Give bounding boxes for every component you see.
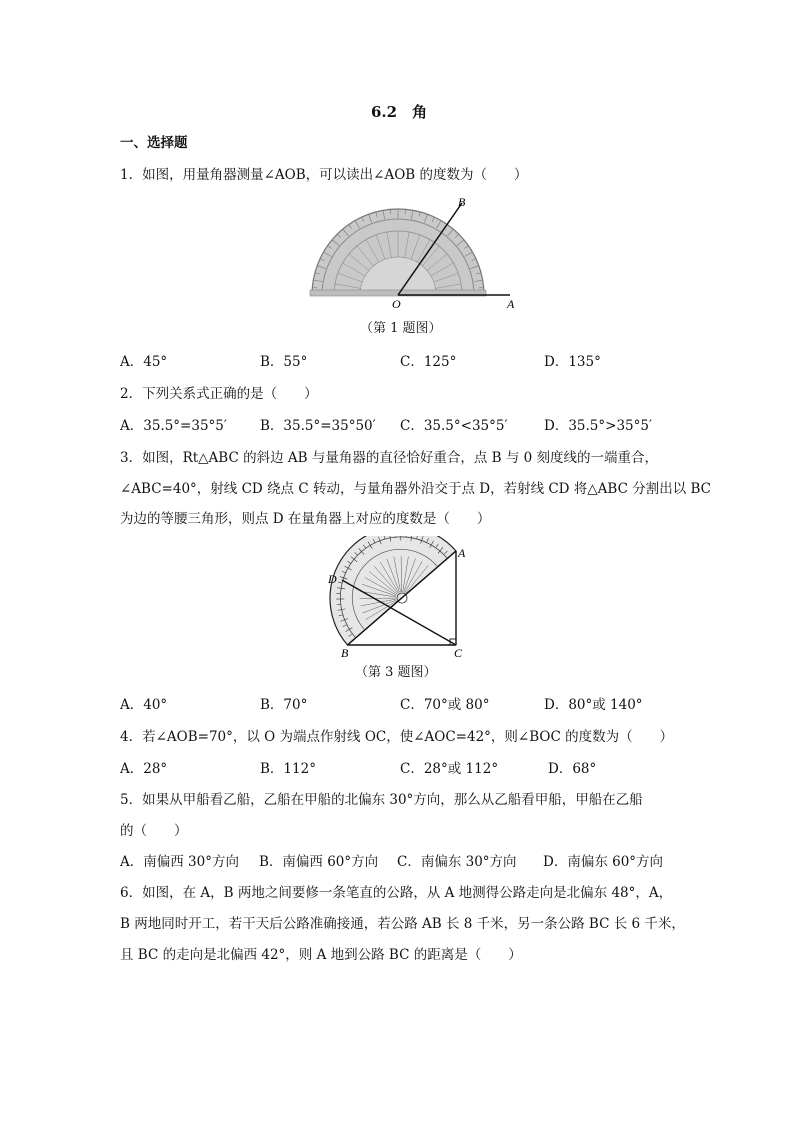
q2-option-d[interactable]: D．35.5°>35°5′ (544, 418, 653, 434)
q3-option-d[interactable]: D．80°或 140° (544, 697, 643, 713)
label-b: B (341, 646, 349, 660)
q2-option-b[interactable]: B．35.5°=35°50′ (260, 418, 376, 434)
label-c: C (454, 646, 463, 660)
label-o: O (392, 297, 401, 310)
q4-option-a[interactable]: A．28° (120, 761, 168, 777)
question-5-stem-line-2: 的（ ） (120, 823, 188, 839)
q4-option-d[interactable]: D．68° (548, 761, 597, 777)
question-1-stem: 1．如图，用量角器测量∠AOB，可以读出∠AOB 的度数为（ ） (120, 167, 528, 183)
q5-option-a[interactable]: A．南偏西 30°方向 (120, 854, 239, 870)
q3-option-a[interactable]: A．40° (120, 697, 168, 713)
question-1-figure (300, 192, 525, 310)
q5-option-b[interactable]: B．南偏西 60°方向 (259, 854, 379, 870)
question-6-stem-line-2: B 两地同时开工，若干天后公路准确接通，若公路 AB 长 8 千米，另一条公路 BC 长 6 千米， (120, 916, 685, 932)
q1-option-d[interactable]: D．135° (544, 354, 601, 370)
q1-option-a[interactable]: A．45° (120, 354, 168, 370)
page-title: 6.2 角 (371, 103, 428, 121)
question-3-stem-line-1: 3．如图，Rt△ABC 的斜边 AB 与量角器的直径恰好重合，点 B 与 0 刻度线的一端重合， (120, 450, 659, 466)
question-6-stem-line-3: 且 BC 的走向是北偏西 42°，则 A 地到公路 BC 的距离是（ ） (120, 947, 522, 963)
label-b: B (458, 195, 466, 209)
protractor-image (310, 209, 486, 296)
q3-option-c[interactable]: C．70°或 80° (400, 697, 490, 713)
question-3-figure (322, 536, 472, 660)
label-d: D (328, 572, 337, 586)
question-5-stem-line-1: 5．如果从甲船看乙船，乙船在甲船的北偏东 30°方向，那么从乙船看甲船，甲船在乙船 (120, 792, 643, 808)
question-3-stem-line-2: ∠ABC=40°，射线 CD 绕点 C 转动，与量角器外沿交于点 D，若射线 CD 将△ABC 分割出以 BC (120, 481, 712, 497)
question-4-stem: 4．若∠AOB=70°，以 O 为端点作射线 OC，使∠AOC=42°，则∠BOC 的度数为（ ） (120, 729, 674, 745)
question-3-stem-line-3: 为边的等腰三角形，则点 D 在量角器上对应的度数是（ ） (120, 511, 491, 527)
protractor-semicircle (330, 536, 456, 645)
q2-option-c[interactable]: C．35.5°<35°5′ (400, 418, 508, 434)
q5-option-d[interactable]: D．南偏东 60°方向 (543, 854, 664, 870)
q4-option-b[interactable]: B．112° (260, 761, 316, 777)
q2-option-a[interactable]: A．35.5°=35°5′ (120, 418, 227, 434)
q1-option-c[interactable]: C．125° (400, 354, 457, 370)
label-a: A (458, 546, 466, 560)
label-a: A (507, 297, 515, 310)
q1-option-b[interactable]: B．55° (260, 354, 308, 370)
section-title: 一、选择题 (120, 135, 188, 151)
question-2-stem: 2．下列关系式正确的是（ ） (120, 386, 318, 402)
q4-option-c[interactable]: C．28°或 112° (400, 761, 499, 777)
question-1-caption: （第 1 题图） (360, 321, 442, 336)
q5-option-c[interactable]: C．南偏东 30°方向 (397, 854, 517, 870)
question-3-caption: （第 3 题图） (355, 665, 437, 680)
question-6-stem-line-1: 6．如图，在 A，B 两地之间要修一条笔直的公路，从 A 地测得公路走向是北偏东 48°，A， (120, 885, 673, 901)
q3-option-b[interactable]: B．70° (260, 697, 308, 713)
